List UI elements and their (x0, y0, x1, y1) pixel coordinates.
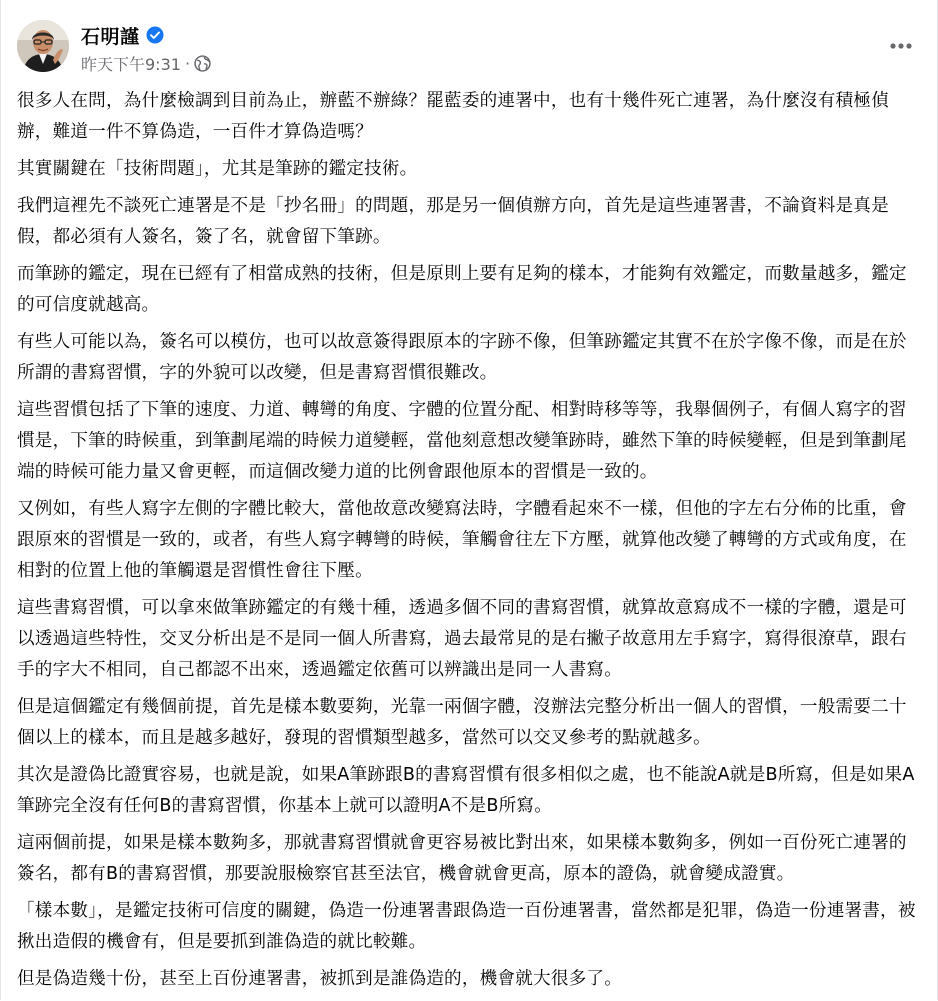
post-paragraph: 而筆跡的鑑定，現在已經有了相當成熟的技術，但是原則上要有足夠的樣本，才能夠有效鑑定，而數量越多，鑑定的可信度就越高。 (17, 264, 907, 315)
post-paragraph: 「樣本數」，是鑑定技術可信度的關鍵，偽造一份連署書跟偽造一百份連署書，當然都是犯罪，偽造一份連署書，被揪出造假的機會有，但是要抓到誰偽造的就比較難。 (17, 901, 916, 952)
post-paragraph: 這些習慣包括了下筆的速度、力道、轉彎的角度、字體的位置分配、相對時移等等，我舉個例子，有個人寫字的習慣是，下筆的時候重，到筆劃尾端的時候力道變輕，當他刻意想改變筆跡時，雖然下筆的時候變輕，但是到筆劃尾端的時候可能力量又會更輕，而這個改變力道的比例會跟他原本的習慣是一致的。 (17, 400, 907, 482)
post-paragraph: 我們這裡先不談死亡連署是不是「抄名冊」的問題，那是另一個偵辦方向，首先是這些連署書，不論資料是真是假，都必須有人簽名，簽了名，就會留下筆跡。 (17, 196, 889, 247)
author-line (81, 22, 164, 48)
post-meta (81, 52, 211, 74)
post-timestamp[interactable]: 昨天下午9:31 (81, 54, 181, 74)
post-paragraph: 這些書寫習慣，可以拿來做筆跡鑑定的有幾十種，透過多個不同的書寫習慣，就算故意寫成不一樣的字體，還是可以透過這些特性，交叉分析出是不是同一個人所書寫，過去最常見的是右撇子故意用左手寫字，寫得很潦草，跟右手的字大不相同，自己都認不出來，透過鑑定依舊可以辨識出是同一人書寫。 (17, 598, 907, 680)
post-paragraph: 其實關鍵在「技術問題」，尤其是筆跡的鑑定技術。 (17, 159, 418, 179)
author-name[interactable]: 石明謹 (81, 25, 140, 48)
post-paragraph: 但是偽造幾十份，甚至上百份連署書，被抓到是誰偽造的，機會就大很多了。 (17, 969, 622, 989)
avatar-photo (17, 20, 69, 72)
meta-separator: · (184, 53, 191, 73)
post-paragraph: 很多人在問，為什麼檢調到目前為止，辦藍不辦綠？罷藍委的連署中，也有十幾件死亡連署，為什麼沒有積極偵辦，難道一件不算偽造，一百件才算偽造嗎？ (17, 91, 889, 142)
more-options-icon (889, 42, 913, 50)
post-paragraph: 這兩個前提，如果是樣本數夠多，那就書寫習慣就會更容易被比對出來，如果樣本數夠多，例如一百份死亡連署的簽名，都有B的書寫習慣，那要說服檢察官甚至法官，機會就會更高，原本的證偽，就會變成證實。 (17, 833, 907, 884)
author-avatar[interactable] (17, 20, 69, 72)
post-paragraph: 其次是證偽比證實容易，也就是說，如果A筆跡跟B的書寫習慣有很多相似之處，也不能說A就是B所寫，但是如果A筆跡完全沒有任何B的書寫習慣，你基本上就可以證明A不是B所寫。 (17, 765, 915, 816)
post-paragraph: 但是這個鑑定有幾個前提，首先是樣本數要夠，光靠一兩個字體，沒辦法完整分析出一個人的習慣，一般需要二十個以上的樣本，而且是越多越好，發現的習慣類型越多，當然可以交叉參考的點就越多。 (17, 697, 907, 748)
post-paragraph: 有些人可能以為，簽名可以模仿，也可以故意簽得跟原本的字跡不像，但筆跡鑑定其實不在於字像不像，而是在於所謂的書寫習慣，字的外貌可以改變，但是書寫習慣很難改。 (17, 332, 907, 383)
verified-badge-icon (146, 26, 164, 44)
post-paragraph: 又例如，有些人寫字左側的字體比較大，當他故意改變寫法時，字體看起來不一樣，但他的字左右分佈的比重，會跟原來的習慣是一致的，或者，有些人寫字轉彎的時候，筆觸會往左下方壓，就算他改變了轉彎的方式或角度，在相對的位置上他的筆觸還是習慣性會往下壓。 (17, 499, 907, 581)
globe-icon[interactable] (194, 55, 211, 72)
post-header (17, 20, 923, 76)
more-options-button[interactable] (883, 28, 919, 64)
post-body (17, 86, 919, 1001)
